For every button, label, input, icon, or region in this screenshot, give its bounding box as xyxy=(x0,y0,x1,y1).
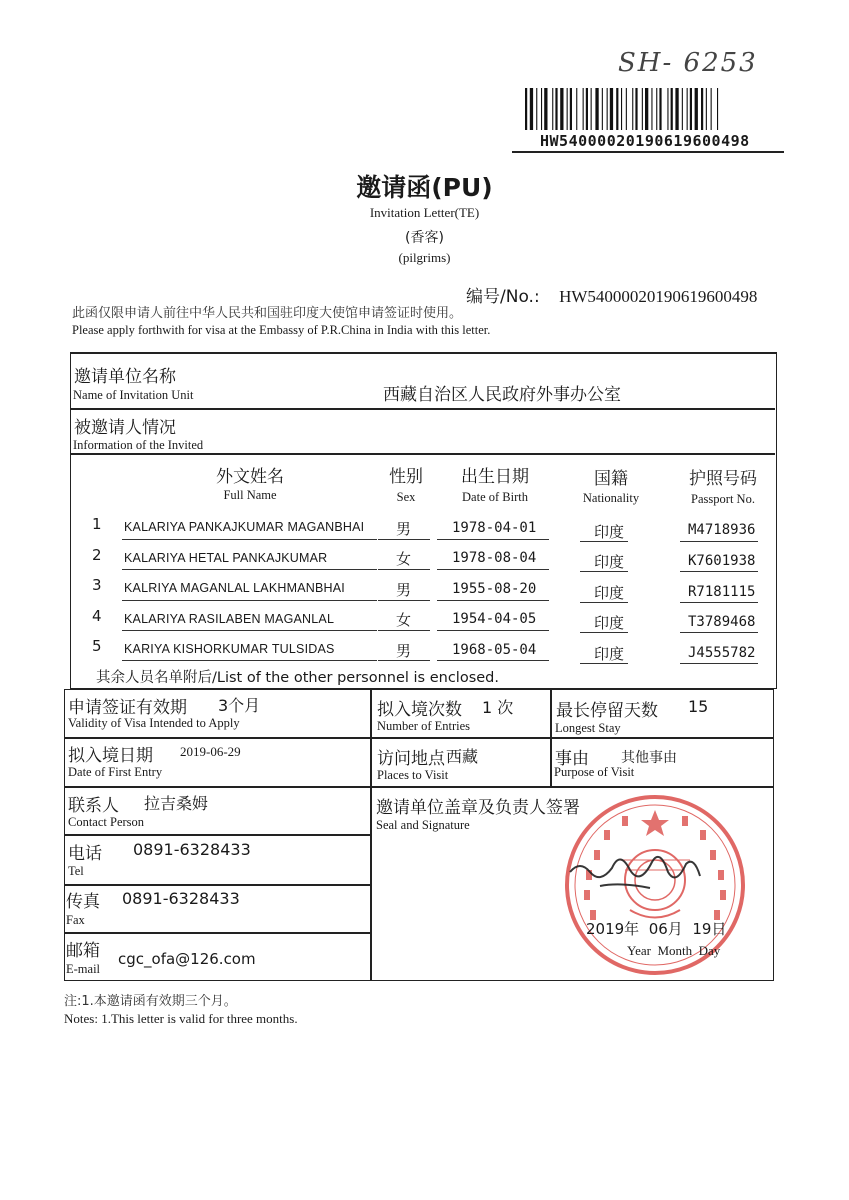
purpose-label-en: Purpose of Visit xyxy=(554,765,635,779)
row-divider xyxy=(65,737,773,739)
col-sex-cn: 性别 xyxy=(389,467,423,487)
person-name: KALARIYA HETAL PANKAJKUMAR xyxy=(124,551,328,565)
person-nationality: 印度 xyxy=(594,553,625,571)
person-passport: K7601938 xyxy=(688,553,756,569)
col-nationality-cn: 国籍 xyxy=(594,469,628,489)
person-sex: 男 xyxy=(396,642,412,660)
col-divider xyxy=(370,690,372,980)
longest-stay-label-cn: 最长停留天数 xyxy=(556,701,658,721)
places-label-en: Places to Visit xyxy=(377,768,449,782)
person-sex: 男 xyxy=(396,520,412,538)
first-entry-label-en: Date of First Entry xyxy=(68,765,163,779)
longest-stay-value: 15 xyxy=(688,697,709,716)
col-divider xyxy=(550,690,552,786)
person-dob: 1955-08-20 xyxy=(452,581,537,597)
col-nationality-en: Nationality xyxy=(582,491,640,505)
entries-value: 1 次 xyxy=(482,698,514,717)
person-num: 5 xyxy=(92,637,102,655)
person-nationality: 印度 xyxy=(594,614,625,632)
letter-number-label: 编号/No.: xyxy=(466,287,540,307)
person-dob: 1954-04-05 xyxy=(452,611,537,627)
person-passport: J4555782 xyxy=(688,645,756,661)
issue-date-label-en: Year Month Day xyxy=(627,943,721,958)
seal-signature-label-en: Seal and Signature xyxy=(376,818,470,832)
fax-value: 0891-6328433 xyxy=(122,889,240,908)
barcode xyxy=(525,88,787,130)
entries-label-en: Number of Entries xyxy=(377,719,471,733)
person-passport: M4718936 xyxy=(688,522,756,538)
invitation-unit-value: 西藏自治区人民政府外事办公室 xyxy=(383,385,621,405)
invited-info-label-en: Information of the Invited xyxy=(73,438,204,452)
validity-value: 3个月 xyxy=(218,696,261,715)
barcode-number: HW54000020190619600498 xyxy=(540,132,750,150)
tel-label-en: Tel xyxy=(68,864,84,878)
person-num: 2 xyxy=(92,546,102,564)
person-dob: 1978-04-01 xyxy=(452,520,537,536)
entries-label-cn: 拟入境次数 xyxy=(377,700,462,720)
seal-signature-label-cn: 邀请单位盖章及负责人签署 xyxy=(376,798,580,818)
notice-cn: 此函仅限申请人前往中华人民共和国驻印度大使馆申请签证时使用。 xyxy=(72,306,463,321)
purpose-value: 其他事由 xyxy=(621,750,677,766)
col-dob-cn: 出生日期 xyxy=(461,467,529,487)
person-nationality: 印度 xyxy=(594,584,625,602)
first-entry-label-cn: 拟入境日期 xyxy=(68,746,153,766)
contact-value: 拉吉桑姆 xyxy=(144,794,209,813)
email-value: cgc_ofa@126.com xyxy=(118,950,256,968)
fax-label-cn: 传真 xyxy=(66,892,100,912)
row-divider xyxy=(65,834,370,836)
others-enclosed-note: 其余人员名单附后/List of the other personnel is enclosed. xyxy=(96,670,499,686)
validity-label-en: Validity of Visa Intended to Apply xyxy=(68,716,240,730)
col-sex-en: Sex xyxy=(396,490,416,504)
fax-label-en: Fax xyxy=(66,913,85,927)
title-en: Invitation Letter(TE) xyxy=(369,205,480,220)
person-passport: T3789468 xyxy=(688,614,756,630)
places-value: 西藏 xyxy=(446,747,479,766)
person-num: 3 xyxy=(92,576,102,594)
purpose-label-cn: 事由 xyxy=(555,749,589,769)
person-num: 1 xyxy=(92,515,102,533)
person-name: KALARIYA RASILABEN MAGANLAL xyxy=(124,612,335,626)
letter-number xyxy=(466,282,757,307)
email-label-en: E-mail xyxy=(66,962,101,976)
person-sex: 男 xyxy=(396,581,412,599)
title-cn: 邀请函(PU) xyxy=(356,173,493,202)
handwritten-reference: SH- 6253 xyxy=(618,48,758,78)
barcode-underline xyxy=(512,151,784,153)
places-label-cn: 访问地点 xyxy=(377,749,445,769)
person-nationality: 印度 xyxy=(594,645,625,663)
invitation-unit-label-cn: 邀请单位名称 xyxy=(74,367,176,387)
note-cn: 注:1.本邀请函有效期三个月。 xyxy=(64,994,237,1009)
tel-label-cn: 电话 xyxy=(68,844,102,864)
email-label-cn: 邮箱 xyxy=(66,941,100,961)
row-divider xyxy=(65,884,370,886)
person-name: KALARIYA PANKAJKUMAR MAGANBHAI xyxy=(124,520,365,534)
validity-label-cn: 申请签证有效期 xyxy=(68,698,187,718)
row-divider xyxy=(65,786,773,788)
notice-en: Please apply forthwith for visa at the Embassy of P.R.China in India with this letter. xyxy=(72,323,491,337)
invited-info-label-cn: 被邀请人情况 xyxy=(74,418,176,438)
invitation-unit-label-en: Name of Invitation Unit xyxy=(73,388,194,402)
note-en: Notes: 1.This letter is valid for three months. xyxy=(64,1011,298,1026)
issue-date: 2019年 06月 19日 xyxy=(586,920,727,938)
subtitle-en: (pilgrims) xyxy=(398,250,451,265)
col-passport-en: Passport No. xyxy=(691,492,755,506)
person-dob: 1968-05-04 xyxy=(452,642,537,658)
first-entry-value: 2019-06-29 xyxy=(180,744,241,759)
col-name-en: Full Name xyxy=(223,488,277,502)
person-name: KARIYA KISHORKUMAR TULSIDAS xyxy=(124,642,335,656)
row-divider xyxy=(71,453,775,455)
col-name-cn: 外文姓名 xyxy=(216,467,284,487)
contact-label-cn: 联系人 xyxy=(68,796,119,816)
subtitle-cn: (香客) xyxy=(405,230,444,246)
col-passport-cn: 护照号码 xyxy=(689,469,757,489)
person-sex: 女 xyxy=(396,611,412,629)
row-divider xyxy=(71,408,775,410)
person-sex: 女 xyxy=(396,550,412,568)
row-divider xyxy=(65,932,370,934)
col-dob-en: Date of Birth xyxy=(462,490,528,504)
person-nationality: 印度 xyxy=(594,523,625,541)
letter-number-value: HW54000020190619600498 xyxy=(559,287,758,306)
longest-stay-label-en: Longest Stay xyxy=(555,721,621,735)
person-name: KALRIYA MAGANLAL LAKHMANBHAI xyxy=(124,581,345,595)
contact-label-en: Contact Person xyxy=(68,815,145,829)
person-dob: 1978-08-04 xyxy=(452,550,537,566)
tel-value: 0891-6328433 xyxy=(133,840,251,859)
person-passport: R7181115 xyxy=(688,584,756,600)
person-num: 4 xyxy=(92,607,102,625)
